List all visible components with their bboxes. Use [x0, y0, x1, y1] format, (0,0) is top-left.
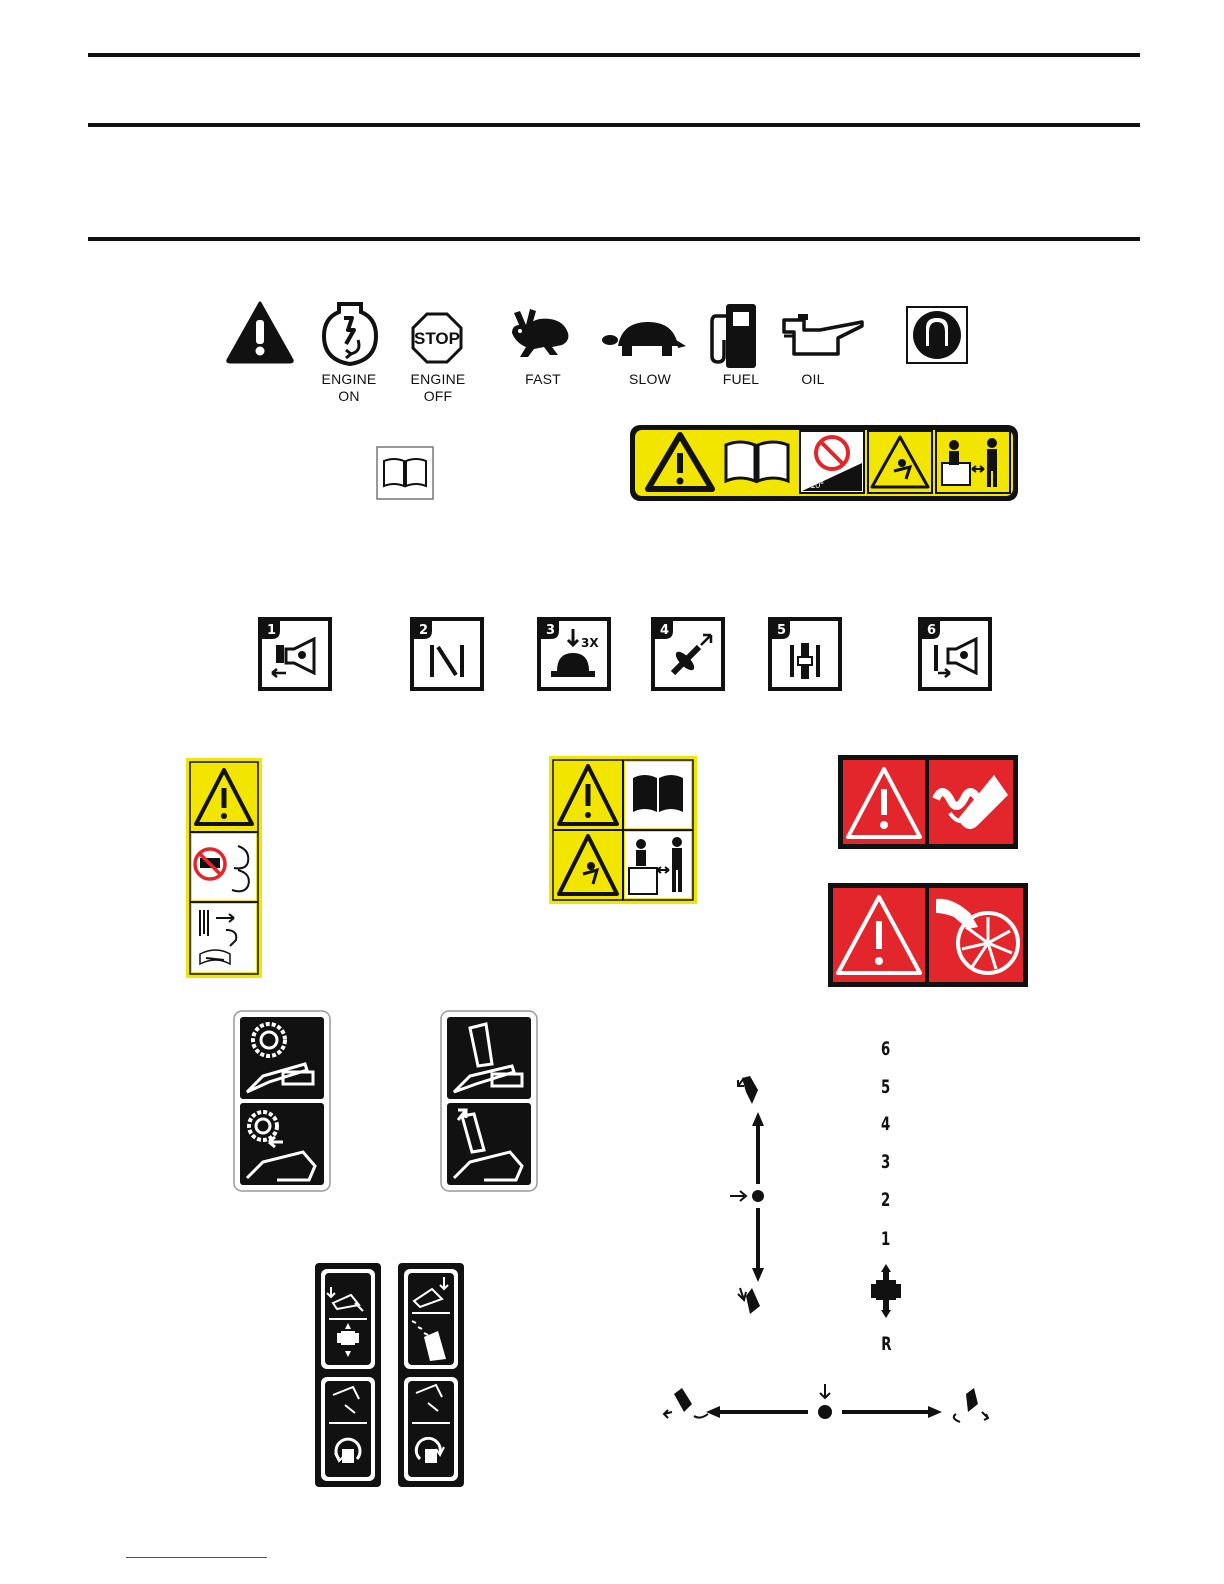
drive-control-decal [440, 1010, 538, 1192]
engine-off-stop-icon [411, 312, 463, 364]
red-impeller-decal [828, 883, 1028, 987]
svg-text:5: 5 [777, 623, 787, 638]
speed-selector-diagram [700, 1070, 840, 1320]
chute-rotation-diagram [660, 1376, 994, 1428]
svg-text:2: 2 [419, 623, 429, 638]
machine-forward-reverse-icon [868, 1262, 904, 1322]
lower-rule [88, 237, 1140, 241]
svg-text:6: 6 [927, 623, 937, 638]
red-auger-decal [838, 755, 1018, 849]
svg-text:4: 4 [660, 623, 670, 638]
speed-label-3: 3 [880, 1151, 891, 1173]
speed-label-6: 6 [880, 1038, 891, 1060]
hearing-protection-icon [906, 306, 968, 364]
right-lever-decal [398, 1263, 464, 1487]
warning-decal-strip [628, 423, 1020, 503]
middle-rule [88, 123, 1140, 127]
top-rule [88, 53, 1140, 57]
left-lever-decal [315, 1263, 381, 1487]
slope-text: >10° [805, 480, 824, 490]
footer-link-underline [126, 1557, 267, 1558]
auger-control-decal [233, 1010, 331, 1192]
turtle-slow-icon [602, 318, 686, 358]
warning-triangle-icon [226, 300, 294, 364]
speed-label-reverse: R [881, 1333, 892, 1355]
speed-label-5: 5 [880, 1076, 891, 1098]
svg-text:3: 3 [546, 623, 556, 638]
step-icon-6 [918, 617, 992, 691]
engine-off-label: ENGINE OFF [410, 371, 466, 404]
step-icon-3 [537, 617, 611, 691]
slow-label: SLOW [628, 371, 672, 387]
read-manual-icon [376, 446, 434, 500]
fuel-label: FUEL [722, 371, 760, 387]
oil-label: OIL [801, 371, 825, 387]
engine-on-label: ENGINE ON [321, 371, 377, 404]
fuel-pump-icon [708, 302, 760, 370]
yellow-square-decal [549, 756, 697, 904]
speed-label-2: 2 [880, 1189, 891, 1211]
step-icon-2 [410, 617, 484, 691]
step-icon-4 [651, 617, 725, 691]
fast-label: FAST [525, 371, 561, 387]
speed-label-1: 1 [880, 1228, 891, 1250]
stop-sign-text: STOP [414, 329, 460, 348]
speed-label-4: 4 [880, 1113, 891, 1135]
rabbit-fast-icon [506, 305, 572, 361]
engine-on-icon [320, 300, 380, 368]
step-icon-5 [768, 617, 842, 691]
svg-text:3X: 3X [581, 636, 599, 650]
oil-can-icon [780, 310, 864, 358]
svg-text:1: 1 [267, 623, 277, 638]
step-icon-1 [258, 617, 332, 691]
yellow-vertical-decal [186, 758, 262, 978]
